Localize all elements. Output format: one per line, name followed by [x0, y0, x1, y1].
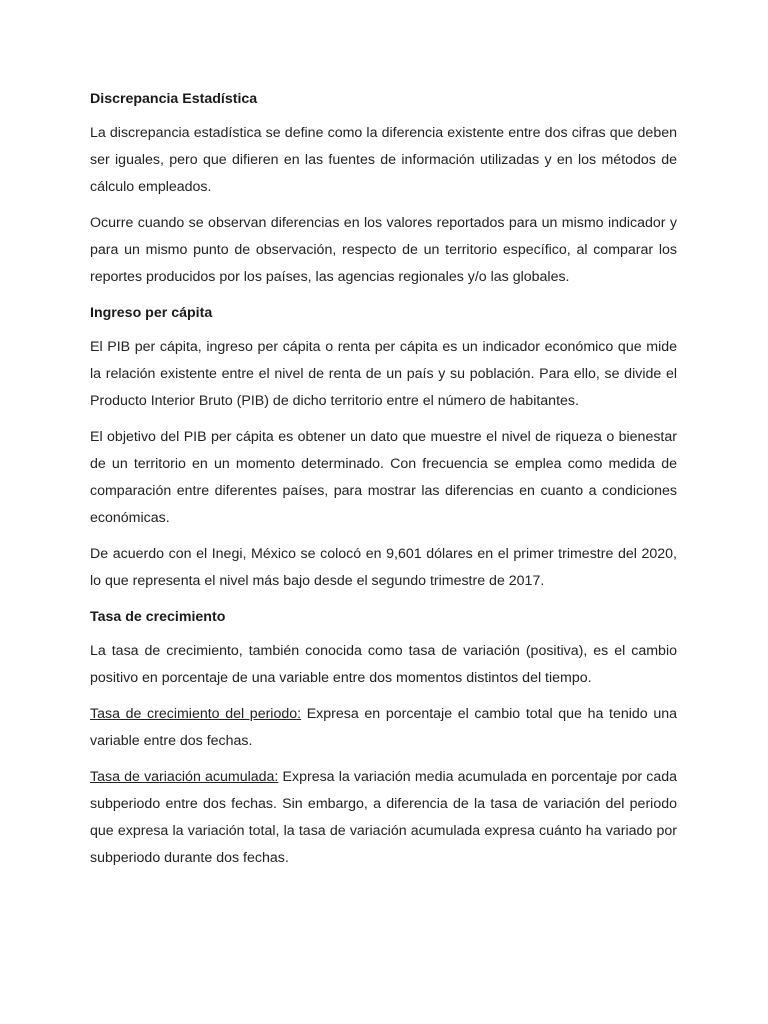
paragraph: El PIB per cápita, ingreso per cápita o renta per cápita es un indicador económico que mide la relación existente entre el nivel de renta de un país y su población. Para ello, se divide el Producto Interior Bruto (PIB) de dicho territorio entre el número de habitantes.	[90, 339, 677, 409]
paragraph: El objetivo del PIB per cápita es obtener un dato que muestre el nivel de riqueza o bienestar de un territorio en un momento determinado. Con frecuencia se emplea como medida de comparación entre diferentes países, para mostrar las diferencias en cuanto a condiciones económicas.	[90, 429, 677, 526]
section-heading-tasa: Tasa de crecimiento	[90, 609, 226, 625]
definition-term: Tasa de crecimiento del periodo:	[90, 706, 302, 722]
paragraph: La discrepancia estadística se define como la diferencia existente entre dos cifras que deben ser iguales, pero que difieren en las fuentes de información utilizadas y en los métodos de cálculo empleados.	[90, 125, 677, 195]
section-heading-ingreso: Ingreso per cápita	[90, 305, 213, 321]
paragraph: Ocurre cuando se observan diferencias en los valores reportados para un mismo indicador y para un mismo punto de observación, respecto de un territorio específico, al comparar los reportes producidos por los países, las agencias regionales y/o las globales.	[90, 215, 677, 285]
definition-text: Expresa en porcentaje el cambio total que ha tenido una variable entre dos fechas.	[90, 706, 677, 749]
definition-paragraph	[90, 764, 677, 872]
definition-text: Expresa la variación media acumulada en porcentaje por cada subperiodo entre dos fechas. Sin embargo, a diferencia de la tasa de variación del periodo que expresa la variación total, la tasa de variación acumulada expresa cuánto ha variado por subperiodo durante dos fechas.	[90, 769, 678, 866]
definition-term: Tasa de variación acumulada:	[90, 769, 279, 785]
paragraph: La tasa de crecimiento, también conocida como tasa de variación (positiva), es el cambio positivo en porcentaje de una variable entre dos momentos distintos del tiempo.	[90, 643, 677, 686]
paragraph: De acuerdo con el Inegi, México se colocó en 9,601 dólares en el primer trimestre del 2020, lo que representa el nivel más bajo desde el segundo trimestre de 2017.	[90, 546, 677, 589]
section-heading-discrepancia: Discrepancia Estadística	[90, 91, 258, 107]
document-page	[90, 86, 677, 881]
definition-paragraph	[90, 701, 677, 755]
